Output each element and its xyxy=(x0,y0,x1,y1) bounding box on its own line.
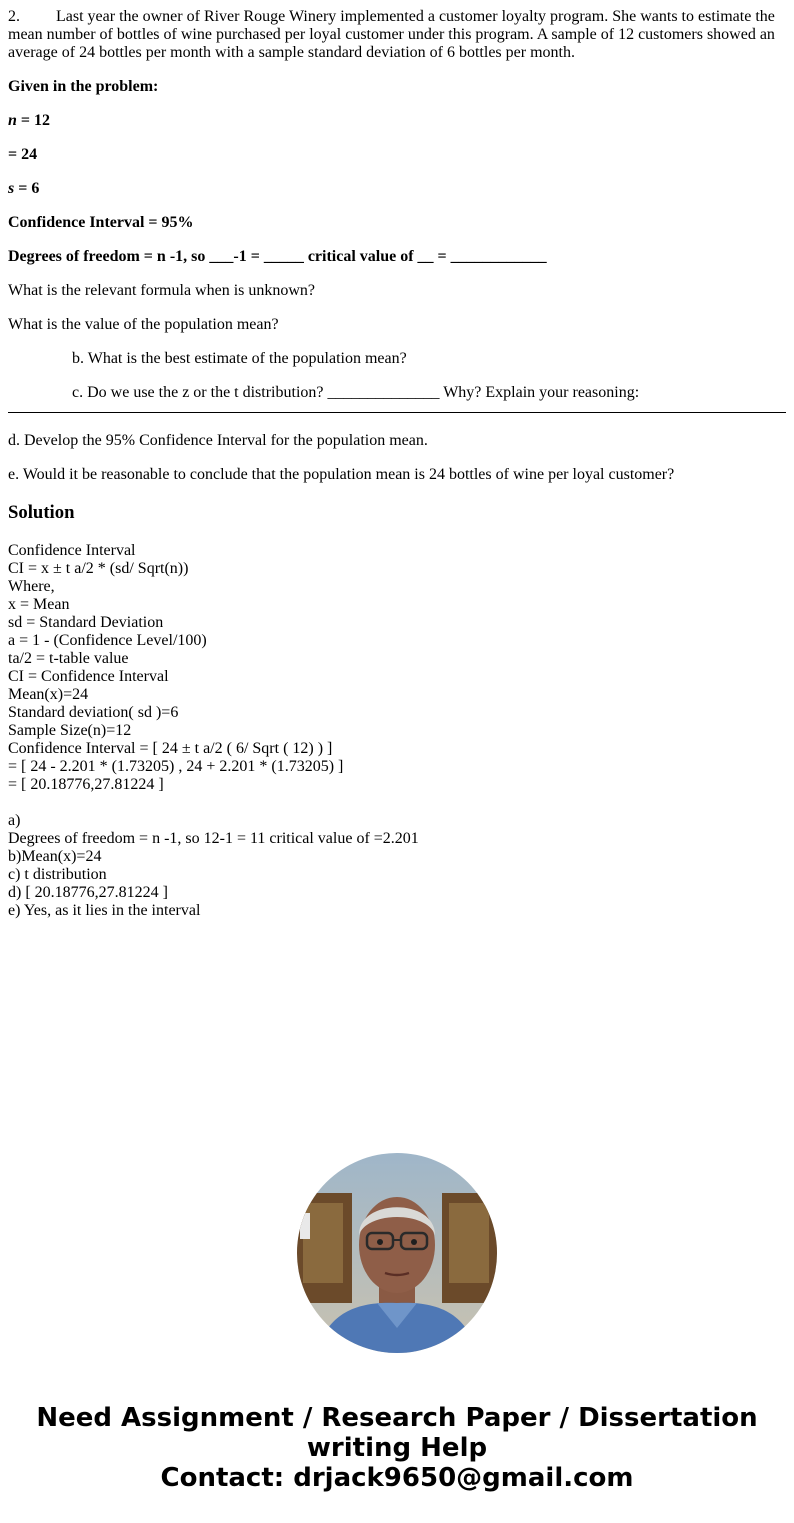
tutor-portrait-image xyxy=(297,1153,497,1353)
solution-line: CI = Confidence Interval xyxy=(8,668,169,685)
footer-line-1: Need Assignment / Research Paper / Dissertation xyxy=(36,1403,758,1433)
given-s xyxy=(8,180,786,198)
answer-line: a) xyxy=(8,812,21,829)
blank-line xyxy=(8,794,786,812)
solution-line: Sample Size(n)=12 xyxy=(8,722,132,739)
part-e-question: e. Would it be reasonable to conclude that the population mean is 24 bottles of wine per loyal customer? xyxy=(8,466,675,483)
solution-line: CI = x ± t a/2 * (sd/ Sqrt(n)) xyxy=(8,560,189,577)
solution-line: Where, xyxy=(8,578,55,595)
solution-line: a = 1 - (Confidence Level/100) xyxy=(8,632,207,649)
s-symbol: s xyxy=(8,180,15,197)
footer-line-2: writing Help xyxy=(306,1433,488,1463)
footer-contact-line: Contact: drjack9650@gmail.com xyxy=(160,1463,634,1493)
s-value: = 6 xyxy=(14,180,40,197)
n-value: = 12 xyxy=(16,112,51,129)
solution-line: Mean(x)=24 xyxy=(8,686,89,703)
answer-line: e) Yes, as it lies in the interval xyxy=(8,902,201,919)
footer-advertisement xyxy=(0,1403,794,1493)
problem-statement xyxy=(8,8,786,62)
solution-line: ta/2 = t-table value xyxy=(8,650,129,667)
solution-heading: Solution xyxy=(8,502,75,523)
problem-text: Last year the owner of River Rouge Winery implemented a customer loyalty program. She wants to estimate the mean number of bottles of wine purchased per loyal customer under this program. A sample of 12 customers showed an average of 24 bottles per month with a sample standard deviation of 6 bottles per month. xyxy=(8,8,775,61)
solution-line: sd = Standard Deviation xyxy=(8,614,164,631)
answer-line: b)Mean(x)=24 xyxy=(8,848,102,865)
solution-line: Confidence Interval = [ 24 ± t a/2 ( 6/ Sqrt ( 12) ) ] xyxy=(8,740,333,757)
given-n xyxy=(8,112,786,130)
part-c-question: c. Do we use the z or the t distribution? ______________ Why? Explain your reasoning: xyxy=(72,384,640,401)
tutor-avatar xyxy=(297,1153,497,1353)
solution-line: x = Mean xyxy=(8,596,70,613)
given-degrees-of-freedom: Degrees of freedom = n -1, so ___-1 = _____ critical value of __ = ____________ xyxy=(8,248,547,265)
solution-line: = [ 20.18776,27.81224 ] xyxy=(8,776,164,793)
mean-question: What is the value of the population mean? xyxy=(8,316,279,333)
answer-line: c) t distribution xyxy=(8,866,107,883)
part-b-question: b. What is the best estimate of the population mean? xyxy=(72,350,407,367)
given-mean: = 24 xyxy=(8,146,38,163)
solution-line: Standard deviation( sd )=6 xyxy=(8,704,179,721)
formula-question: What is the relevant formula when is unknown? xyxy=(8,282,316,299)
solution-line: Confidence Interval xyxy=(8,542,136,559)
answer-line: Degrees of freedom = n -1, so 12-1 = 11 critical value of =2.201 xyxy=(8,830,419,847)
solution-line: = [ 24 - 2.201 * (1.73205) , 24 + 2.201 * (1.73205) ] xyxy=(8,758,344,775)
given-heading: Given in the problem: xyxy=(8,78,159,95)
solution-working xyxy=(8,542,786,920)
n-symbol: n xyxy=(8,112,17,129)
answer-line: d) [ 20.18776,27.81224 ] xyxy=(8,884,168,901)
given-confidence-interval: Confidence Interval = 95% xyxy=(8,214,194,231)
problem-number: 2. xyxy=(8,8,20,25)
part-d-question: d. Develop the 95% Confidence Interval for the population mean. xyxy=(8,432,428,449)
answer-rule-line xyxy=(8,412,786,413)
